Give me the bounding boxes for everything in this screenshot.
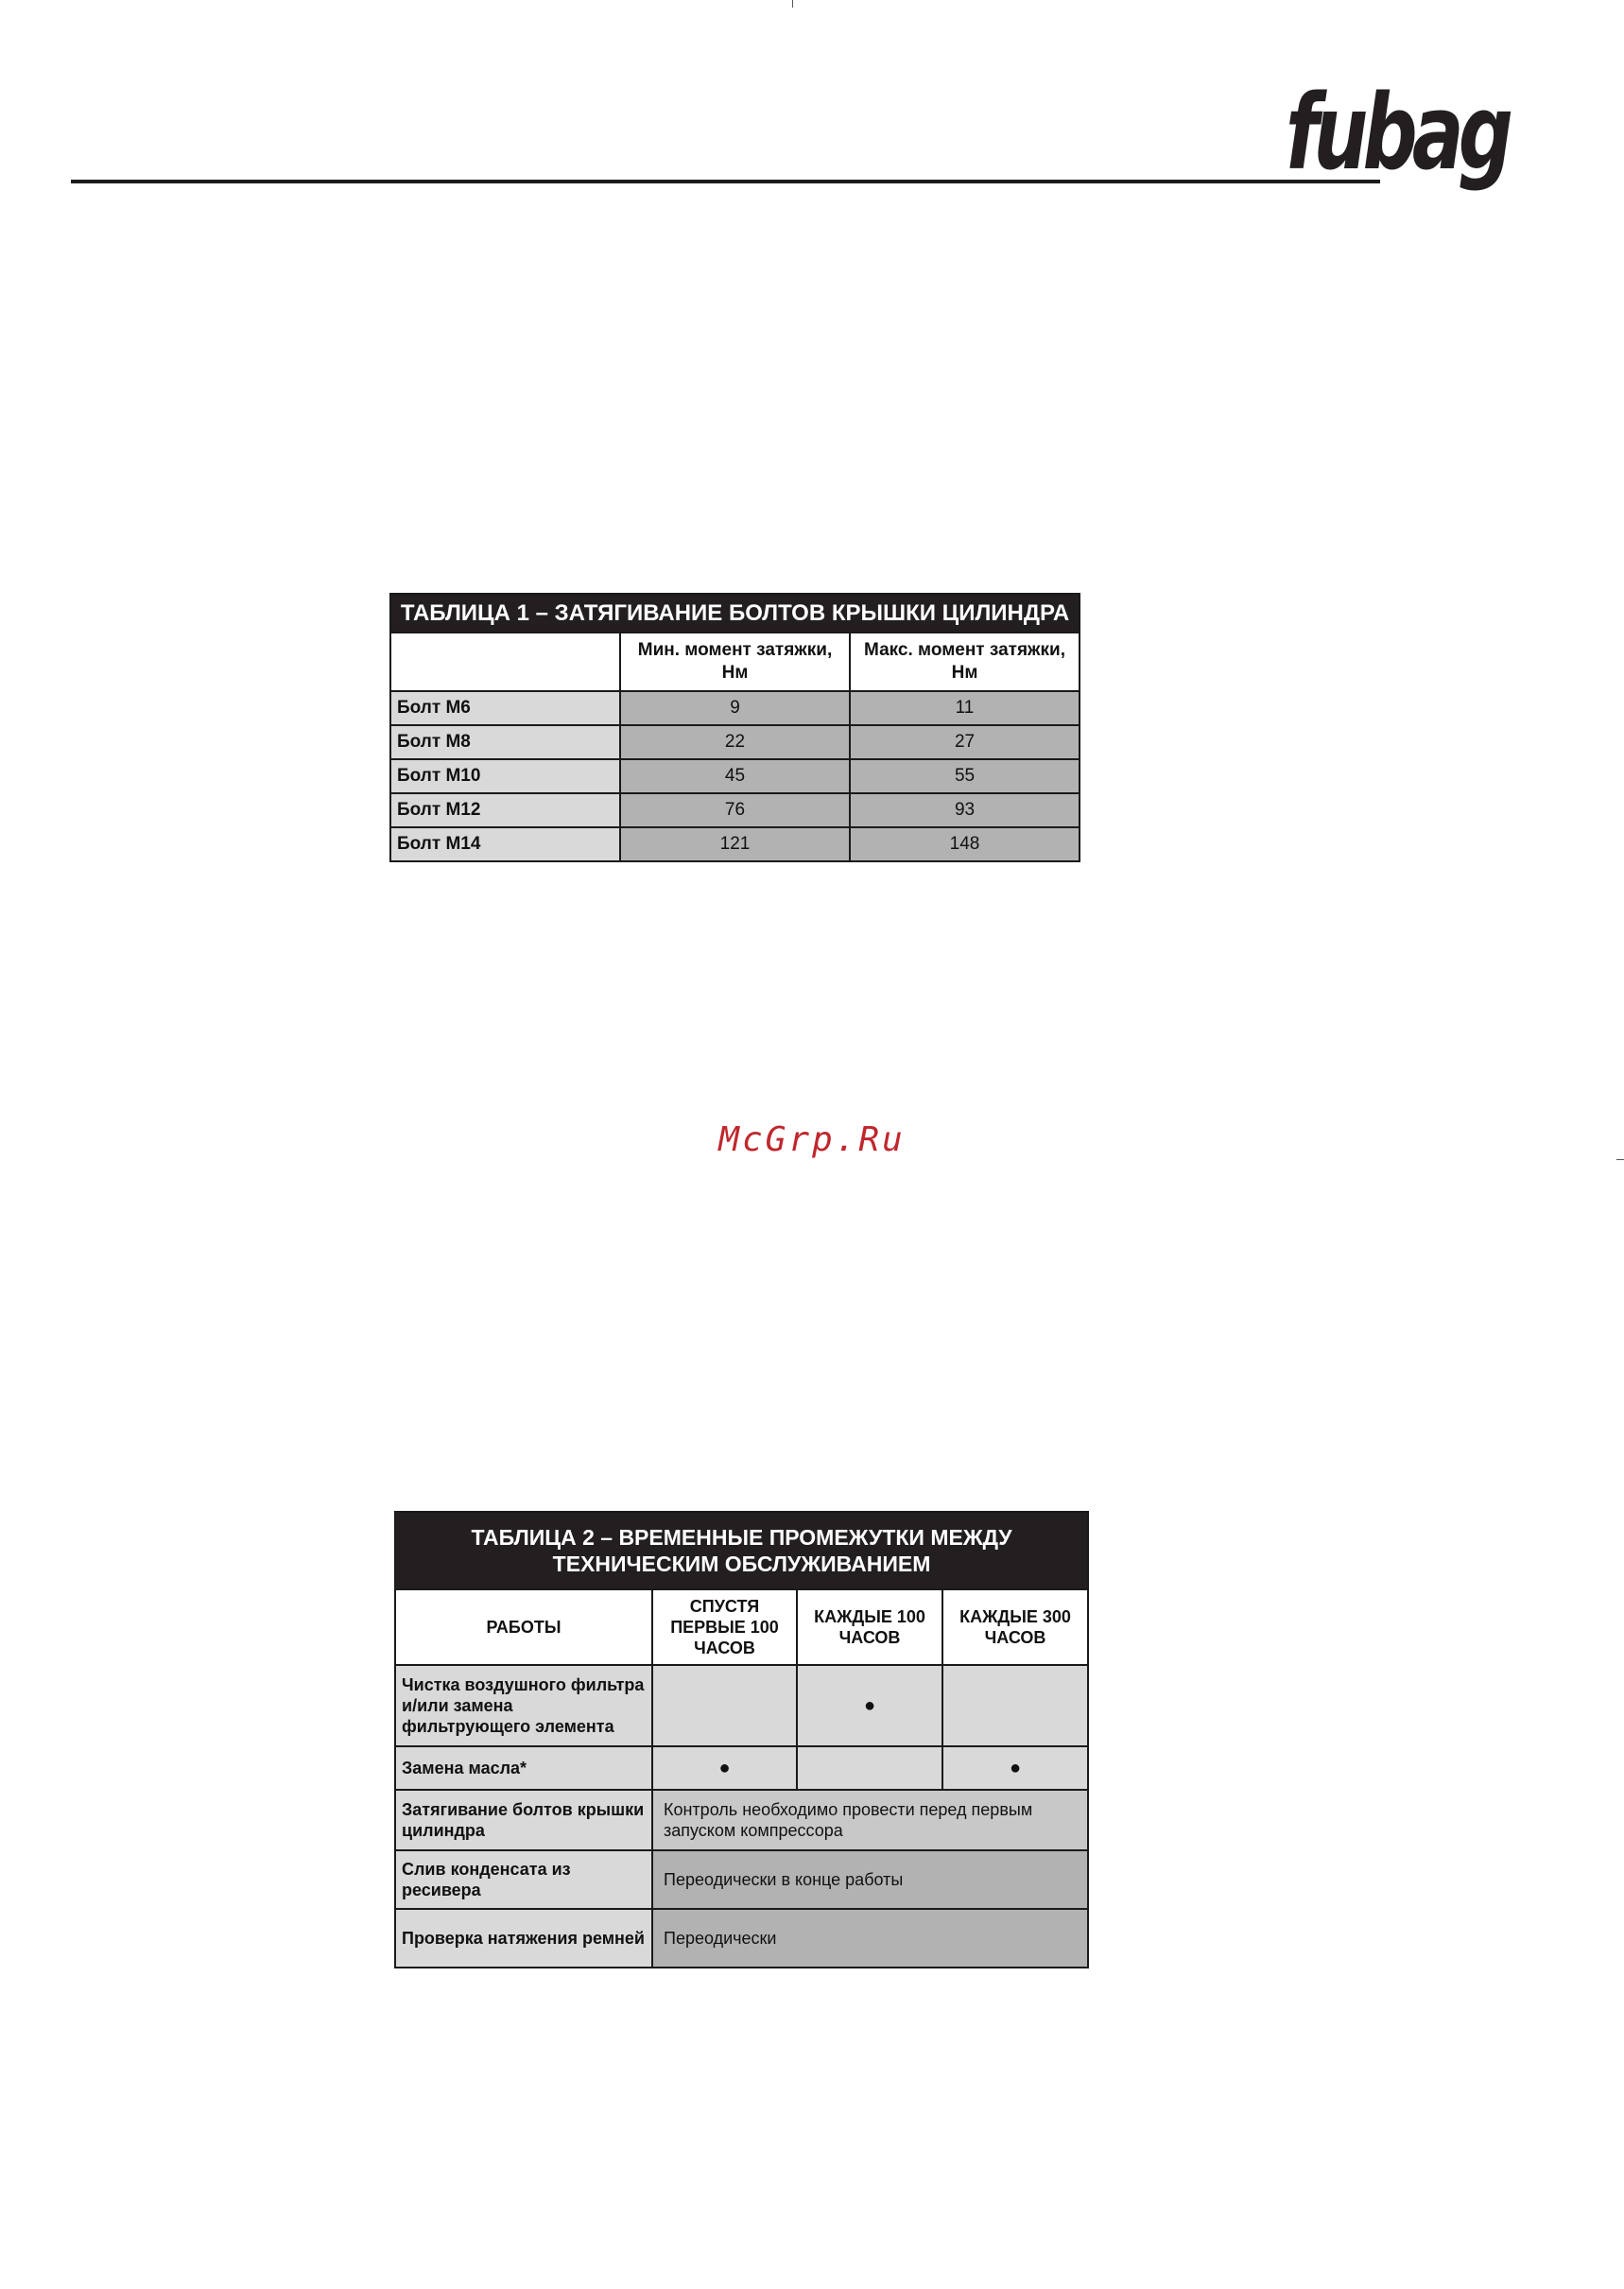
bolt-label: Болт М14 [390,827,620,861]
work-note: Контроль необходимо провести перед первым запуском компрессора [652,1790,1088,1850]
max-torque: 148 [850,827,1080,861]
work-note: Переодически [652,1909,1088,1968]
min-torque: 22 [620,725,850,759]
table-row [390,691,1080,725]
torque-header-max: Макс. момент затяжки, Нм [850,633,1080,691]
work-label: Слив конденсата из ресивера [395,1850,652,1909]
table-row [390,827,1080,861]
mark-first-100: ● [652,1746,797,1790]
min-torque: 9 [620,691,850,725]
max-torque: 27 [850,725,1080,759]
header-works: РАБОТЫ [395,1589,652,1665]
bolt-label: Болт М6 [390,691,620,725]
max-torque: 55 [850,759,1080,793]
mark-every-300 [942,1665,1088,1746]
min-torque: 76 [620,793,850,827]
mark-every-300: ● [942,1746,1088,1790]
table-row [390,725,1080,759]
header-every-300: КАЖДЫЕ 300 ЧАСОВ [942,1589,1088,1665]
maintenance-table-title: ТАБЛИЦА 2 – ВРЕМЕННЫЕ ПРОМЕЖУТКИ МЕЖДУ ТЕХНИЧЕСКИМ ОБСЛУЖИВАНИЕМ [395,1512,1088,1589]
work-label: Проверка натяжения ремней [395,1909,652,1968]
torque-header-min: Мин. момент затяжки, Нм [620,633,850,691]
work-label: Чистка воздушного фильтра и/или замена фильтрующего элемента [395,1665,652,1746]
bolt-label: Болт М12 [390,793,620,827]
mark-every-100: ● [797,1665,942,1746]
torque-table [389,593,1080,862]
table-row [395,1790,1088,1850]
crop-mark-right [1616,1159,1624,1160]
max-torque: 93 [850,793,1080,827]
header-first-100: СПУСТЯ ПЕРВЫЕ 100 ЧАСОВ [652,1589,797,1665]
work-label: Затягивание болтов крышки цилиндра [395,1790,652,1850]
header-rule [71,180,1380,183]
maintenance-table [394,1511,1089,1968]
table-row [395,1746,1088,1790]
work-label: Замена масла* [395,1746,652,1790]
torque-table-title: ТАБЛИЦА 1 – ЗАТЯГИВАНИЕ БОЛТОВ КРЫШКИ ЦИЛИНДРА [390,594,1080,633]
fubag-logo [1286,74,1512,206]
crop-mark-top [792,0,793,8]
bolt-label: Болт М10 [390,759,620,793]
max-torque: 11 [850,691,1080,725]
torque-header-blank [390,633,620,691]
min-torque: 121 [620,827,850,861]
table-row [395,1909,1088,1968]
svg-text:fubag: fubag [1286,72,1512,193]
mark-every-100 [797,1746,942,1790]
table-row [395,1850,1088,1909]
mark-first-100 [652,1665,797,1746]
bolt-label: Болт М8 [390,725,620,759]
min-torque: 45 [620,759,850,793]
work-note: Переодически в конце работы [652,1850,1088,1909]
table-row [390,793,1080,827]
watermark: McGrp.Ru [718,1120,906,1159]
table-row [390,759,1080,793]
table-row [395,1665,1088,1746]
header-every-100: КАЖДЫЕ 100 ЧАСОВ [797,1589,942,1665]
